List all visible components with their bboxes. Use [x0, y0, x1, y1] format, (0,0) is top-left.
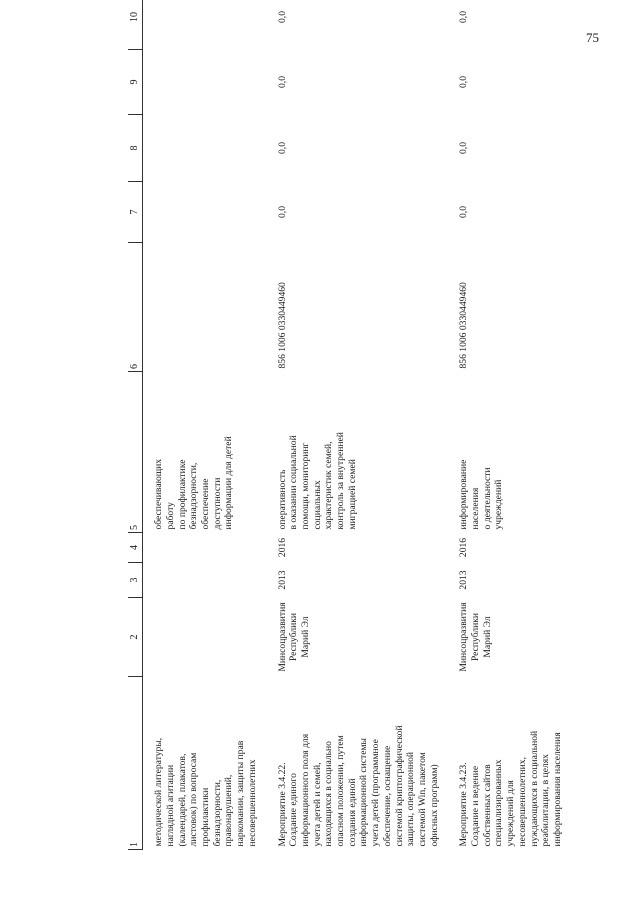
start-year-cell: 2013: [276, 570, 288, 590]
page-number: 75: [586, 30, 599, 45]
col-header-6: 6: [128, 243, 143, 372]
col-header-3: 3: [128, 563, 143, 598]
result-cell: информирование населения о деятельности учреждений: [458, 459, 505, 530]
value-cell-7: 0,0: [458, 206, 470, 218]
start-year-cell: 2013: [458, 570, 470, 590]
value-cell-9: 0,0: [458, 76, 470, 88]
col-header-8: 8: [128, 115, 143, 182]
measure-cell: Мероприятие 3.4.22. Создание единого информационного поля для учета детей и семей, находящихся в социально опасном положении, путем создания единой информационной системы учета детей (программное обеспечение, оснащение системой криптографической защиты, операционной системой Win, пакетом офисных программ): [276, 725, 440, 847]
start-year-cell: [151, 563, 260, 598]
end-year-cell: 2016: [458, 537, 470, 558]
column-number-row: [128, 0, 143, 850]
budget-code-cell: [151, 243, 260, 372]
executor-cell: Минсоцразвития Республики Марий Эл: [276, 602, 311, 672]
executor-cell: Минсоцразвития Республики Марий Эл: [458, 602, 493, 672]
value-cell-8: 0,0: [276, 142, 288, 154]
executor-cell: [151, 598, 260, 677]
measure-cell: Мероприятие 3.4.23. Создание и ведение собственных сайтов специализированных учреждений для несовершеннолетних, нуждающихся в социальной реабилитации, в целях информирования населения: [458, 730, 563, 847]
value-cell-8: 0,0: [458, 142, 470, 154]
budget-table: [128, 0, 566, 850]
col-header-2: 2: [128, 598, 143, 677]
col-header-5: 5: [128, 372, 143, 533]
value-cell-10: [151, 0, 260, 50]
table-row: [151, 0, 260, 850]
value-cell-8: [151, 115, 260, 182]
value-cell-7: [151, 182, 260, 243]
table-row: [275, 0, 443, 850]
budget-code-cell: 856 1006 0330449460: [276, 282, 288, 369]
col-header-7: 7: [128, 182, 143, 243]
result-cell: оперативность в оказании социальной помощи, мониторинг социальных характеристик семей, контроль за внутренней миграцией семей: [276, 432, 358, 530]
col-header-9: 9: [128, 50, 143, 115]
end-year-cell: [151, 533, 260, 563]
col-header-4: 4: [128, 533, 143, 563]
value-cell-9: 0,0: [276, 76, 288, 88]
measure-cell: методической литературы, наглядной агитации (календарей, плакатов, листовок) по вопросам профилактики безнадзорности, правонарушений, наркомании, защиты прав несовершеннолетних: [153, 737, 258, 847]
value-cell-10: 0,0: [458, 11, 470, 23]
budget-code-cell: 856 1006 0330449460: [458, 282, 470, 369]
result-cell: обеспечивающих работу по профилактике безнадзорности, обеспечение доступности информации для детей: [153, 436, 235, 530]
rotated-table-page: [128, 11, 618, 850]
value-cell-9: [151, 50, 260, 115]
end-year-cell: 2016: [276, 537, 288, 558]
col-header-1: 1: [128, 677, 143, 850]
value-cell-7: 0,0: [276, 206, 288, 218]
col-header-10: 10: [128, 0, 143, 50]
table-row: [456, 0, 565, 850]
value-cell-10: 0,0: [276, 11, 288, 23]
